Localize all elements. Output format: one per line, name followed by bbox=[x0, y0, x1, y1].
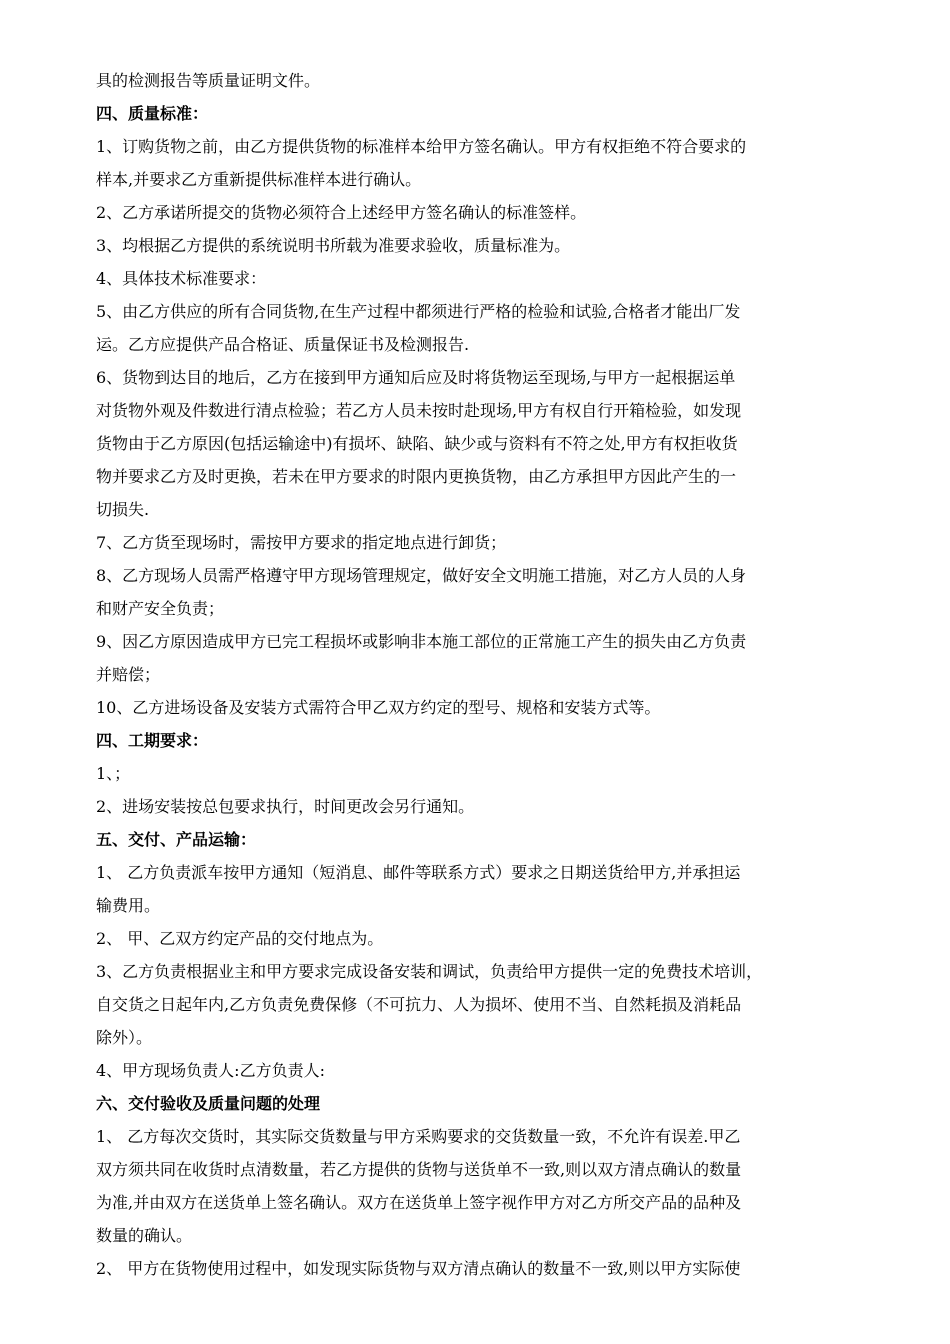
paragraph-line: 7、乙方货至现场时，需按甲方要求的指定地点进行卸货； bbox=[96, 533, 507, 552]
paragraph-line: 2、进场安装按总包要求执行，时间更改会另行通知。 bbox=[96, 797, 475, 816]
paragraph-line: 10、乙方进场设备及安装方式需符合甲乙双方约定的型号、规格和安装方式等。 bbox=[96, 698, 661, 717]
paragraph-line: 6、货物到达目的地后，乙方在接到甲方通知后应及时将货物运至现场,与甲方一起根据运单 bbox=[96, 368, 736, 387]
section-heading: 六、交付验收及质量问题的处理 bbox=[96, 1094, 321, 1113]
paragraph-line: 2、 甲、乙双方约定产品的交付地点为。 bbox=[96, 929, 384, 948]
paragraph-line: 1、订购货物之前，由乙方提供货物的标准样本给甲方签名确认。甲方有权拒绝不符合要求的 bbox=[96, 137, 747, 156]
paragraph-line: 3、均根据乙方提供的系统说明书所载为准要求验收，质量标准为。 bbox=[96, 236, 571, 255]
paragraph-line: 除外）。 bbox=[96, 1028, 153, 1047]
paragraph-line: 8、乙方现场人员需严格遵守甲方现场管理规定，做好安全文明施工措施，对乙方人员的人身 bbox=[96, 566, 747, 585]
paragraph-line: 9、因乙方原因造成甲方已完工程损坏或影响非本施工部位的正常施工产生的损失由乙方负责 bbox=[96, 632, 747, 651]
section-heading: 五、交付、产品运输： bbox=[96, 830, 257, 849]
paragraph-line: 4、甲方现场负责人:乙方负责人: bbox=[96, 1061, 325, 1080]
paragraph-line: 并赔偿； bbox=[96, 665, 161, 684]
paragraph-line: 为准,并由双方在送货单上签名确认。双方在送货单上签字视作甲方对乙方所交产品的品种及 bbox=[96, 1193, 742, 1212]
paragraph-line: 运。乙方应提供产品合格证、质量保证书及检测报告. bbox=[96, 335, 470, 354]
paragraph-line: 自交货之日起年内,乙方负责免费保修（不可抗力、人为损坏、使用不当、自然耗损及消耗品 bbox=[96, 995, 742, 1014]
paragraph-line: 切损失. bbox=[96, 500, 150, 519]
paragraph-line: 样本,并要求乙方重新提供标准样本进行确认。 bbox=[96, 170, 422, 189]
paragraph-line: 1、； bbox=[96, 764, 131, 783]
paragraph-line: 2、乙方承诺所提交的货物必须符合上述经甲方签名确认的标准签样。 bbox=[96, 203, 587, 222]
paragraph-line: 3、乙方负责根据业主和甲方要求完成设备安装和调试，负责给甲方提供一定的免费技术培训， bbox=[96, 962, 763, 981]
paragraph-line: 双方须共同在收货时点清数量，若乙方提供的货物与送货单不一致,则以双方清点确认的数量 bbox=[96, 1160, 742, 1179]
paragraph-line: 1、 乙方负责派车按甲方通知（短消息、邮件等联系方式）要求之日期送货给甲方,并承担运 bbox=[96, 863, 741, 882]
contract-page bbox=[96, 64, 880, 1285]
paragraph-line: 具的检测报告等质量证明文件。 bbox=[96, 71, 321, 90]
paragraph-line: 1、 乙方每次交货时，其实际交货数量与甲方采购要求的交货数量一致，不允许有误差.甲乙 bbox=[96, 1127, 741, 1146]
paragraph-line: 5、由乙方供应的所有合同货物,在生产过程中都须进行严格的检验和试验,合格者才能出厂发 bbox=[96, 302, 741, 321]
paragraph-line: 货物由于乙方原因(包括运输途中)有损坏、缺陷、缺少或与资料有不符之处,甲方有权拒收货 bbox=[96, 434, 738, 453]
paragraph-line: 2、 甲方在货物使用过程中，如发现实际货物与双方清点确认的数量不一致,则以甲方实际使 bbox=[96, 1259, 741, 1278]
paragraph-line: 物并要求乙方及时更换，若未在甲方要求的时限内更换货物，由乙方承担甲方因此产生的一 bbox=[96, 467, 737, 486]
paragraph-line: 对货物外观及件数进行清点检验；若乙方人员未按时赴现场,甲方有权自行开箱检验，如发现 bbox=[96, 401, 742, 420]
paragraph-line: 和财产安全负责； bbox=[96, 599, 225, 618]
paragraph-line: 4、具体技术标准要求： bbox=[96, 269, 267, 288]
section-heading: 四、工期要求： bbox=[96, 731, 209, 750]
paragraph-line: 输费用。 bbox=[96, 896, 161, 915]
section-heading: 四、质量标准： bbox=[96, 104, 209, 123]
paragraph-line: 数量的确认。 bbox=[96, 1226, 193, 1245]
